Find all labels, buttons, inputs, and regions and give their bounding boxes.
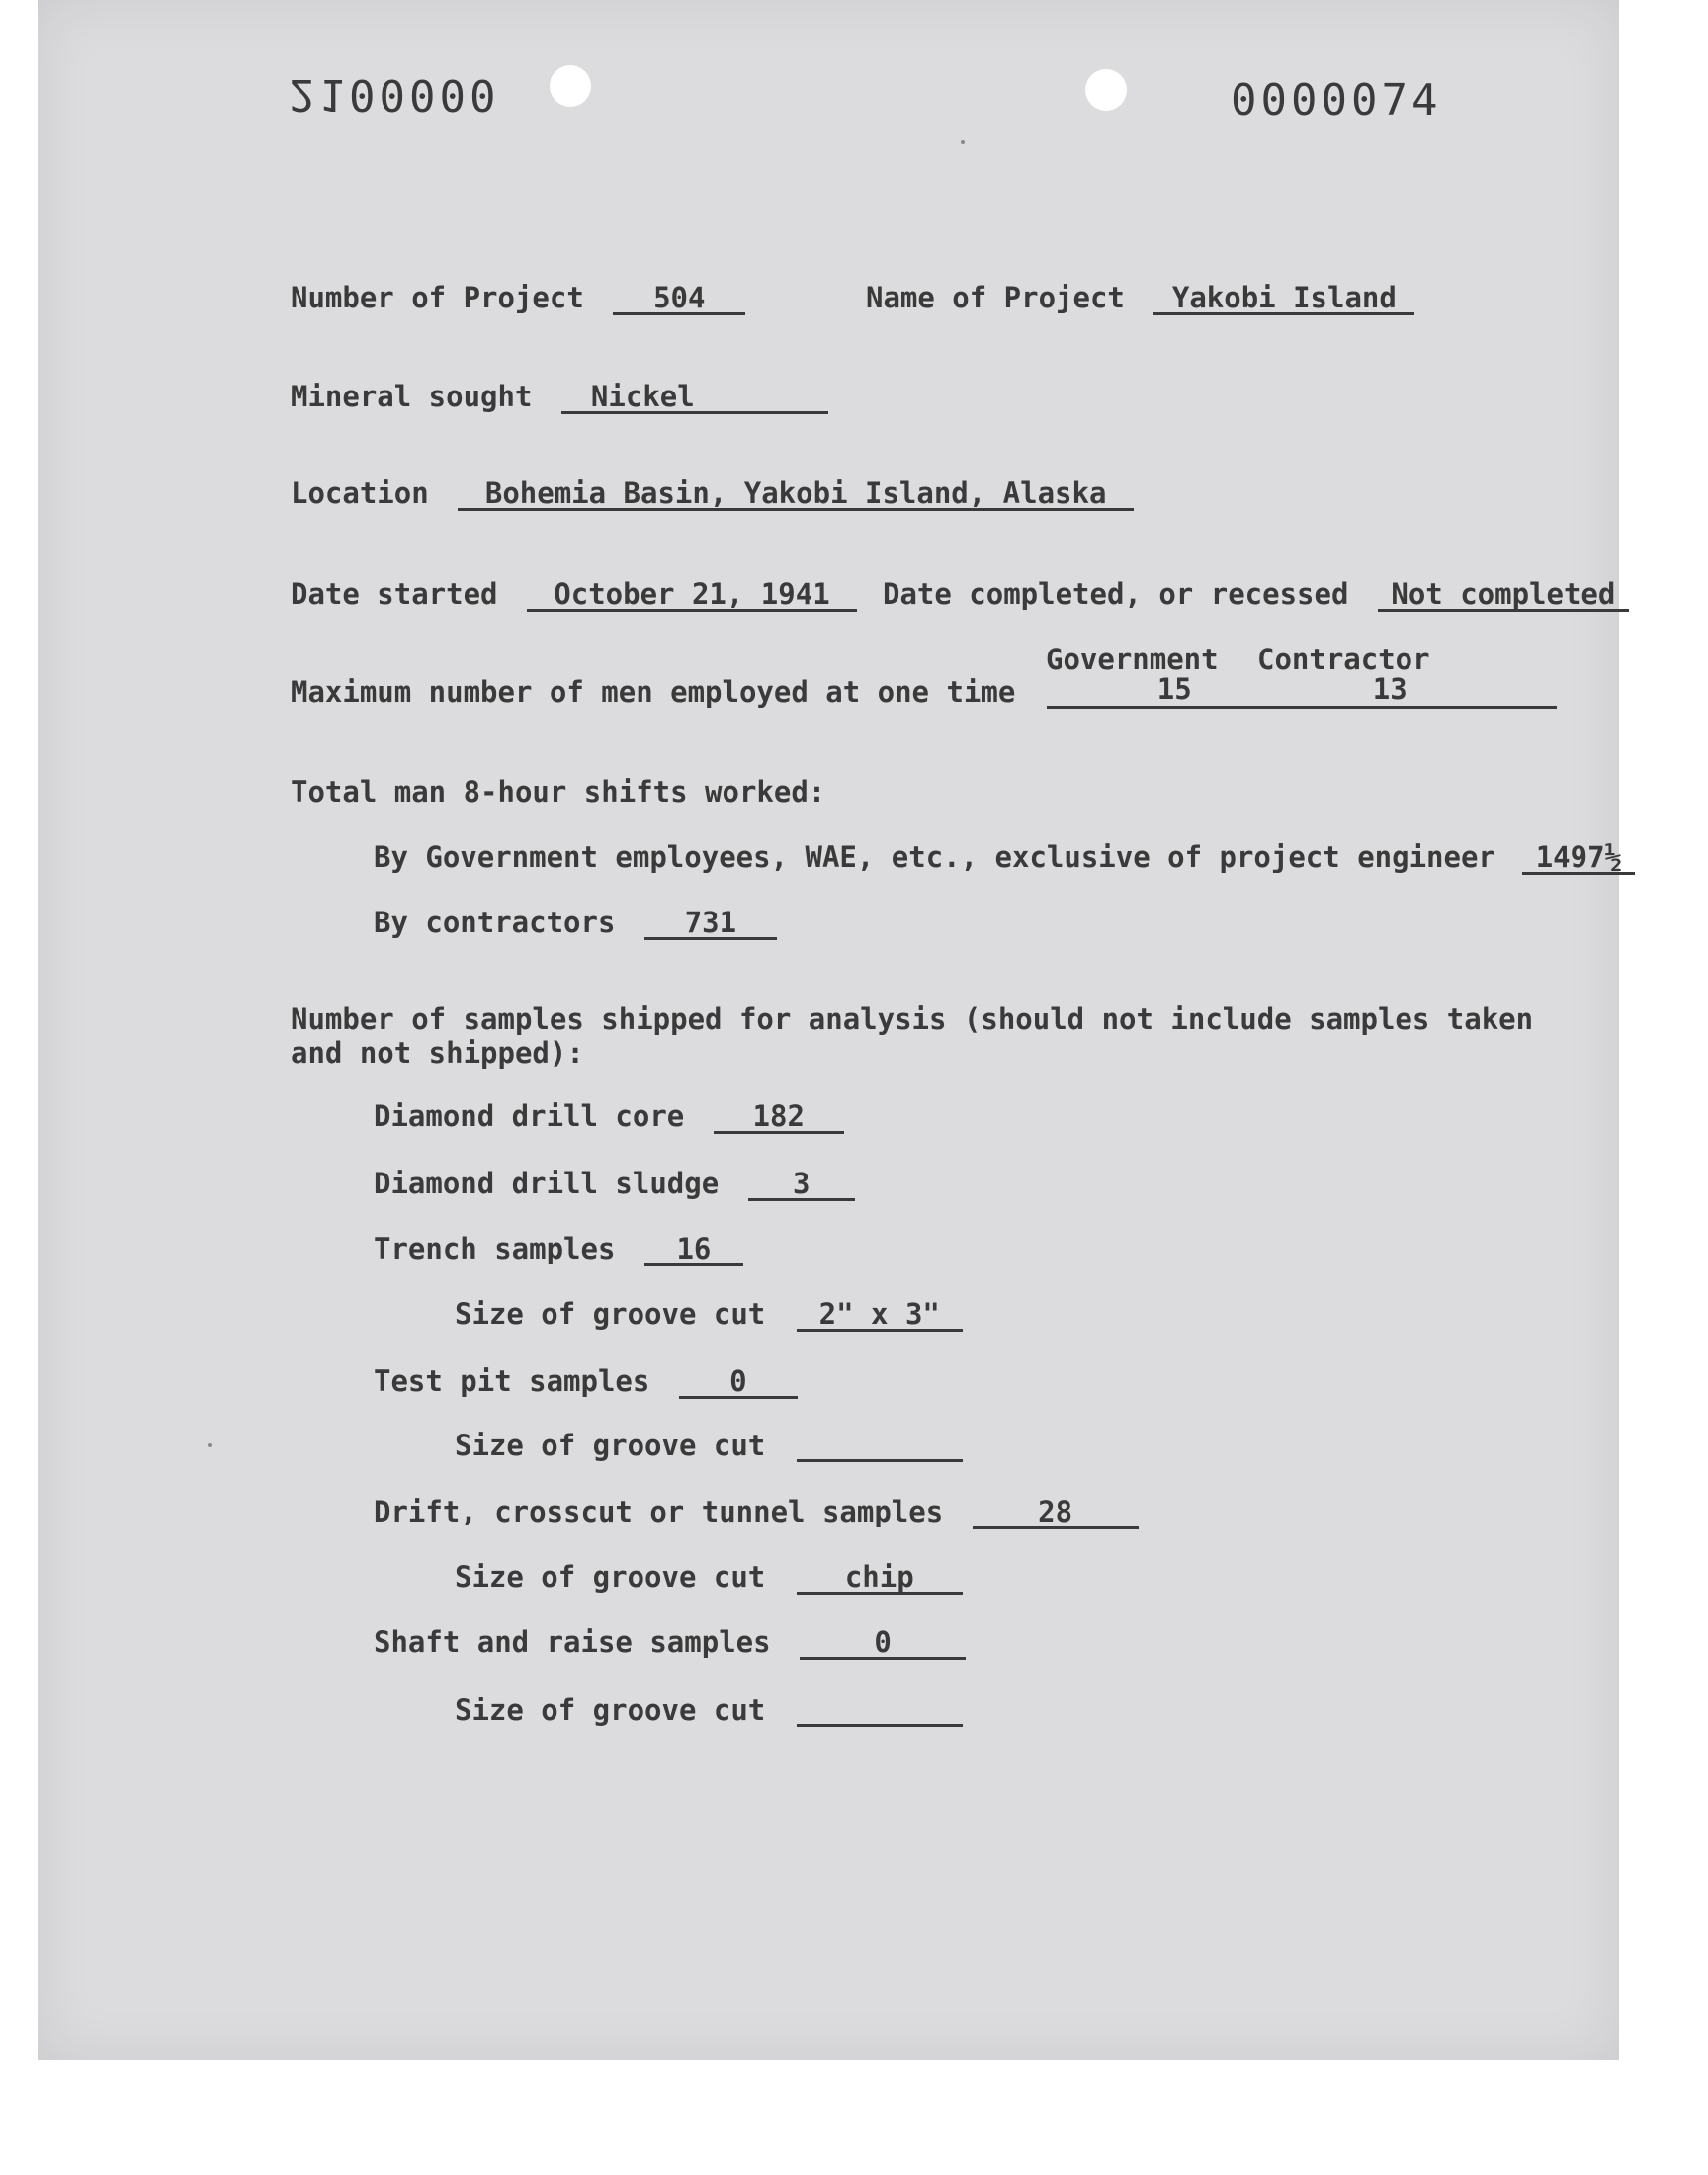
shaft-row [374, 1625, 966, 1660]
shaft-groove-label: Size of groove cut [455, 1694, 766, 1727]
testpit-label: Test pit samples [374, 1364, 650, 1398]
testpit-groove-label: Size of groove cut [455, 1429, 766, 1462]
core-label: Diamond drill core [374, 1099, 685, 1133]
shaft-label: Shaft and raise samples [374, 1625, 771, 1659]
drift-groove-label: Size of groove cut [455, 1560, 766, 1594]
testpit-row [374, 1364, 798, 1399]
testpit-value: 0 [679, 1366, 798, 1399]
number-of-project-label: Number of Project [291, 281, 584, 314]
date-completed-row [883, 577, 1629, 612]
date-started-value: October 21, 1941 [527, 579, 857, 612]
max-men-government-value: 15 [1156, 672, 1192, 706]
mineral-sought-value: Nickel [561, 382, 828, 414]
name-of-project-label: Name of Project [866, 281, 1125, 314]
date-started-label: Date started [291, 577, 498, 611]
shifts-heading: Total man 8-hour shifts worked: [291, 775, 826, 809]
shifts-contractors-label: By contractors [374, 906, 616, 939]
shifts-contractors-value: 731 [644, 908, 777, 940]
max-men-row [291, 674, 1557, 709]
sludge-value: 3 [748, 1169, 855, 1201]
punch-hole-left [550, 65, 591, 107]
sludge-row [374, 1167, 855, 1201]
location-row [291, 477, 1134, 511]
drift-label: Drift, crosscut or tunnel samples [374, 1495, 944, 1528]
shaft-groove-row [455, 1693, 963, 1727]
mineral-row [291, 380, 828, 414]
page-id-left: 2100000 [289, 69, 500, 120]
location-label: Location [291, 477, 429, 510]
project-row [291, 281, 745, 315]
page-id-right: 0000074 [1231, 75, 1442, 126]
punch-hole-right [1085, 69, 1127, 111]
testpit-groove-value [797, 1428, 963, 1462]
core-row [374, 1099, 844, 1134]
samples-heading-line-2: and not shipped): [291, 1036, 584, 1070]
shifts-gov-value: 1497½ [1522, 842, 1635, 875]
date-completed-label: Date completed, or recessed [883, 577, 1349, 611]
shifts-contractors-row [374, 906, 777, 940]
trench-groove-value: 2" x 3" [797, 1299, 963, 1332]
trench-value: 16 [644, 1234, 743, 1266]
shaft-value: 0 [800, 1627, 966, 1660]
date-started-row [291, 577, 857, 612]
trench-groove-label: Size of groove cut [455, 1297, 766, 1331]
shifts-gov-row [374, 840, 1635, 875]
testpit-groove-row [455, 1428, 963, 1462]
samples-heading-line-1: Number of samples shipped for analysis (should not include samples taken [291, 1002, 1534, 1036]
date-completed-value: Not completed [1378, 579, 1629, 612]
drift-groove-value: chip [797, 1562, 963, 1595]
max-men-contractor-value: 13 [1372, 672, 1408, 706]
paper-speck [961, 140, 965, 144]
location-value: Bohemia Basin, Yakobi Island, Alaska [458, 478, 1134, 511]
shifts-gov-label: By Government employees, WAE, etc., exclusive of project engineer [374, 840, 1495, 874]
number-of-project-value: 504 [613, 283, 745, 315]
drift-row [374, 1495, 1139, 1529]
core-value: 182 [714, 1101, 844, 1134]
project-name-row [866, 281, 1414, 315]
max-men-label: Maximum number of men employed at one time [291, 675, 1016, 709]
paper-speck [208, 1443, 212, 1447]
name-of-project-value: Yakobi Island [1153, 283, 1414, 315]
sludge-label: Diamond drill sludge [374, 1167, 720, 1200]
trench-groove-row [455, 1297, 963, 1332]
government-header: Government [1046, 643, 1219, 676]
mineral-sought-label: Mineral sought [291, 380, 533, 413]
contractor-header: Contractor [1257, 643, 1430, 676]
drift-value: 28 [973, 1497, 1139, 1529]
trench-row [374, 1232, 743, 1266]
drift-groove-row [455, 1560, 963, 1595]
max-men-fill [1047, 674, 1557, 709]
shaft-groove-value [797, 1693, 963, 1727]
trench-label: Trench samples [374, 1232, 616, 1265]
